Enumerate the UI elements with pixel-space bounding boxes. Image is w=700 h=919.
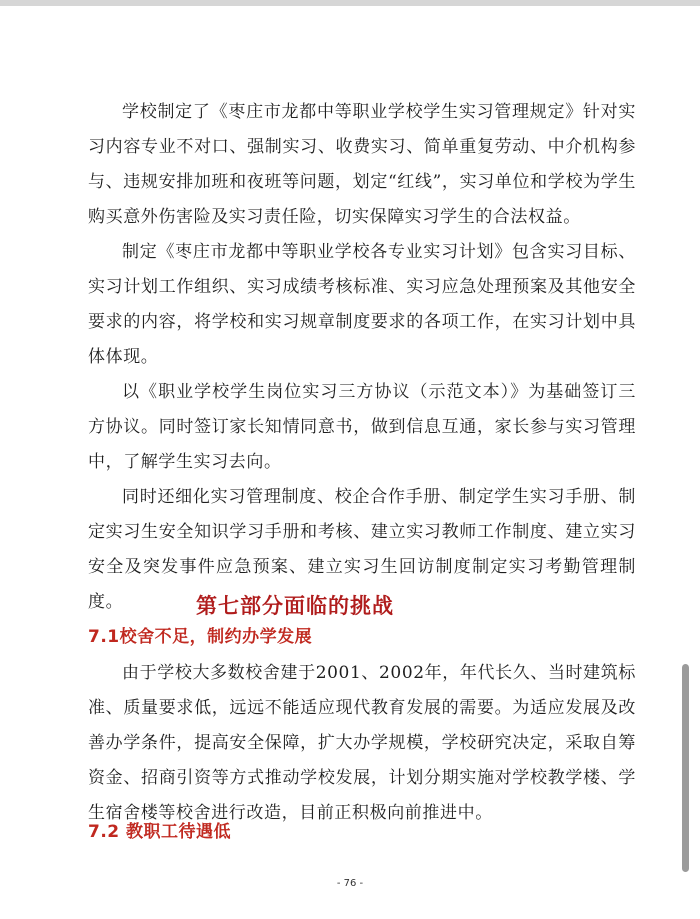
vertical-scrollbar-thumb[interactable]	[682, 664, 689, 872]
section-7-2-title: 7.2 教职工待遇低	[88, 822, 232, 842]
document-body-section-7-1	[88, 656, 636, 831]
section-7-1-title: 7.1校舍不足，制约办学发展	[88, 627, 313, 647]
page-number: - 76 -	[336, 878, 364, 889]
document-body-upper	[88, 95, 636, 620]
paragraph-school-buildings: 由于学校大多数校舍建于2001、2002年，年代长久、当时建筑标准、质量要求低，远远不能适应现代教育发展的需要。为适应发展及改善办学条件，提高安全保障，扩大办学规模，学校研究决定，采取自筹资金、招商引资等方式推动学校发展，计划分期实施对学校教学楼、学生宿舍楼等校舍进行改造，目前正积极向前推进中。	[88, 663, 636, 823]
top-edge-strip	[0, 0, 700, 6]
paragraph-internship-plan: 制定《枣庄市龙都中等职业学校各专业实习计划》包含实习目标、实习计划工作组织、实习成绩考核标准、实习应急处理预案及其他安全要求的内容，将学校和实习规章制度要求的各项工作，在实习计划中具体体现。	[88, 242, 636, 367]
paragraph-internship-regulations: 学校制定了《枣庄市龙都中等职业学校学生实习管理规定》针对实习内容专业不对口、强制实习、收费实习、简单重复劳动、中介机构参与、违规安排加班和夜班等问题，划定“红线”，实习单位和学校为学生购买意外伤害险及实习责任险，切实保障实习学生的合法权益。	[88, 102, 636, 227]
paragraph-tripartite-agreement: 以《职业学校学生岗位实习三方协议（示范文本）》为基础签订三方协议。同时签订家长知情同意书，做到信息互通，家长参与实习管理中，了解学生实习去向。	[88, 382, 636, 472]
paragraph-management-system: 同时还细化实习管理制度、校企合作手册、制定学生实习手册、制定实习生安全知识学习手册和考核、建立实习教师工作制度、建立实习安全及突发事件应急预案、建立实习生回访制度制定实习考勤管理制度。	[88, 487, 636, 612]
chapter-title: 第七部分面临的挑战	[196, 593, 394, 618]
